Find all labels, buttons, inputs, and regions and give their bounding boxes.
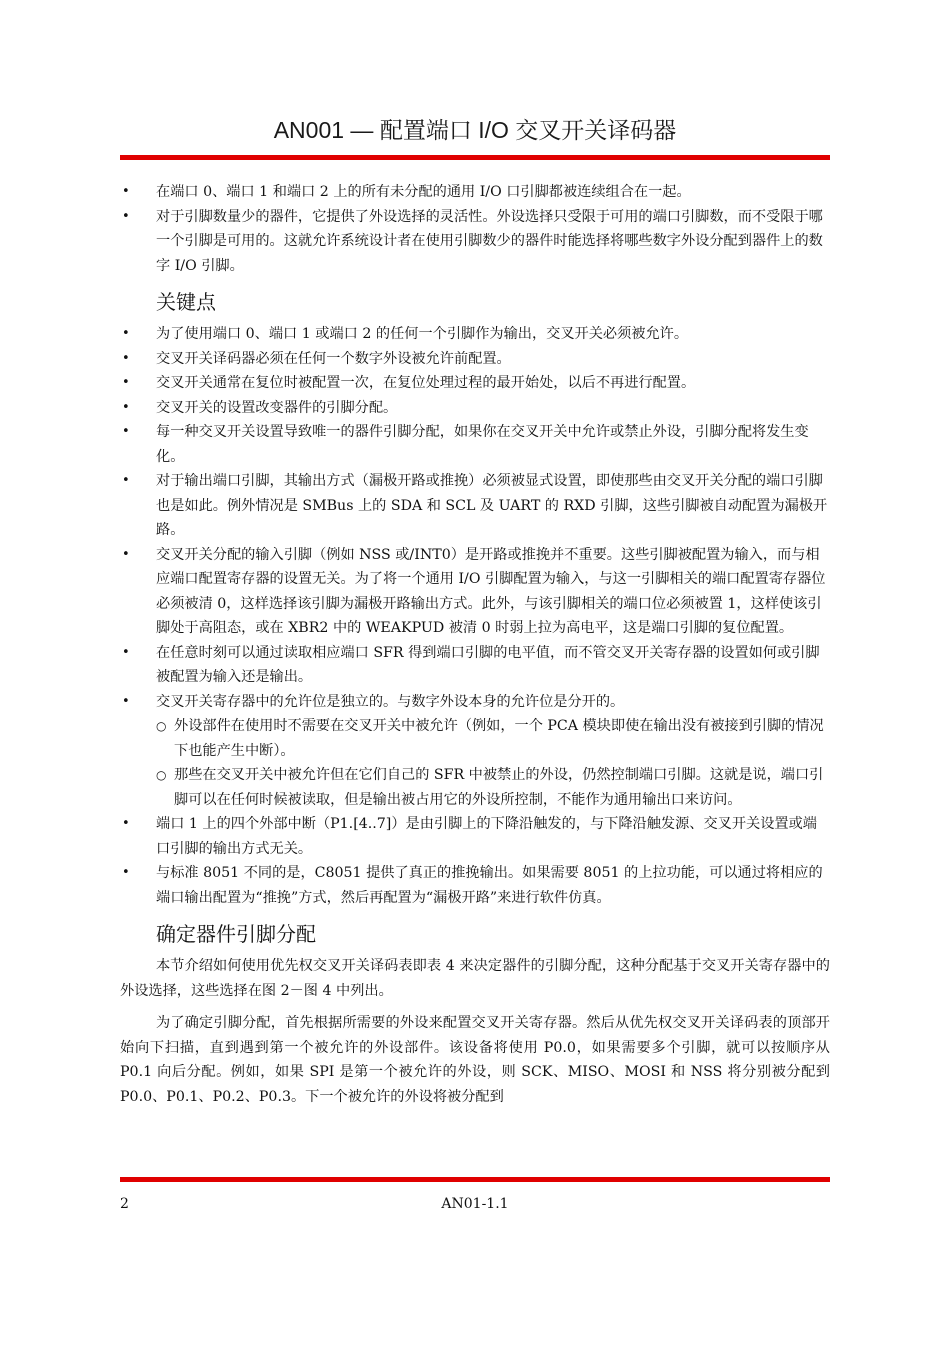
bullet-marker: • bbox=[122, 473, 130, 488]
page-body bbox=[120, 180, 830, 1117]
sub-bullet-text: 那些在交叉开关中被允许但在它们自己的 SFR 中被禁止的外设，仍然控制端口引脚。这就是说，端口引脚可以在任何时候被读取，但是输出被占用它的外设所控制，不能作为通用输出口来访问。 bbox=[174, 767, 824, 808]
list-item bbox=[120, 180, 830, 205]
key-points-sub-list bbox=[120, 714, 830, 812]
bullet-marker: • bbox=[122, 816, 130, 831]
bullet-text: 每一种交叉开关设置导致唯一的器件引脚分配，如果你在交叉开关中允许或禁止外设，引脚分配将发生变化。 bbox=[156, 424, 809, 465]
bullet-marker: • bbox=[122, 184, 130, 199]
bullet-marker: • bbox=[122, 399, 130, 415]
bullet-text: 交叉开关的设置改变器件的引脚分配。 bbox=[156, 399, 398, 416]
bullet-marker: • bbox=[122, 424, 130, 439]
bullet-text: 对于输出端口引脚，其输出方式（漏极开路或推挽）必须被显式设置，即使那些由交叉开关分配的端口引脚也是如此。例外情况是 SMBus 上的 SDA 和 SCL 及 UART 的 RXD 引脚，这些引脚被自动配置为漏极开路。 bbox=[156, 473, 828, 538]
list-item bbox=[120, 205, 830, 279]
bullet-text: 为了使用端口 0、端口 1 或端口 2 的任何一个引脚作为输出，交叉开关必须被允许。 bbox=[156, 326, 689, 342]
list-item bbox=[120, 469, 830, 543]
bullet-marker: • bbox=[122, 644, 130, 660]
list-item bbox=[120, 861, 830, 910]
bullet-text: 对于引脚数量少的器件，它提供了外设选择的灵活性。外设选择只受限于可用的端口引脚数，而不受限于哪一个引脚是可用的。这就允许系统设计者在使用引脚数少的器件时能选择将哪些数字外设分配到器件上的数字 I/O 引脚。 bbox=[156, 208, 823, 274]
sub-bullet-marker: ○ bbox=[156, 768, 167, 782]
sub-bullet-marker: ○ bbox=[156, 719, 167, 733]
page-header-title: AN001 — 配置端口 I/O 交叉开关译码器 bbox=[273, 117, 677, 143]
bullet-marker: • bbox=[122, 326, 130, 341]
paragraph: 本节介绍如何使用优先权交叉开关译码表即表 4 来决定器件的引脚分配，这种分配基于交叉开关寄存器中的外设选择，这些选择在图 2－图 4 中列出。 bbox=[120, 958, 830, 999]
list-item bbox=[120, 322, 830, 347]
list-item bbox=[120, 641, 830, 690]
list-item bbox=[120, 371, 830, 396]
list-item bbox=[120, 690, 830, 715]
bullet-text: 交叉开关分配的输入引脚（例如 NSS 或/INT0）是开路或推挽并不重要。这些引脚被配置为输入，而与相应端口配置寄存器的设置无关。为了将一个通用 I/O 引脚配置为输入，与这一引脚相关的端口配置寄存器位必须被清 0，这样选择该引脚为漏极开路输出方式。此外，与该引脚相关的端口位必须被置 1，这样使该引脚处于高阻态，或在 XBR2 中的 WEAKPUD 被清 0 时弱上拉为高电平，这是端口引脚的复位配置。 bbox=[156, 546, 826, 636]
list-item bbox=[120, 420, 830, 469]
list-item bbox=[120, 543, 830, 641]
bullet-marker: • bbox=[122, 865, 130, 880]
bullet-text: 在任意时刻可以通过读取相应端口 SFR 得到端口引脚的电平值，而不管交叉开关寄存器的设置如何或引脚被配置为输入还是输出。 bbox=[156, 644, 820, 685]
sub-list-item bbox=[120, 763, 830, 812]
list-item bbox=[120, 347, 830, 372]
bullet-marker: • bbox=[122, 546, 130, 562]
footer-red-rule bbox=[120, 1177, 830, 1182]
section-heading-key-points: 关键点 bbox=[156, 290, 216, 314]
section-heading-pin-assignment: 确定器件引脚分配 bbox=[156, 922, 316, 946]
bullet-marker: • bbox=[122, 693, 130, 709]
header-red-rule bbox=[120, 155, 830, 160]
bullet-text: 与标准 8051 不同的是，C8051 提供了真正的推挽输出。如果需要 8051 的上拉功能，可以通过将相应的端口输出配置为“推挽”方式，然后再配置为“漏极开路”来进行软件仿真。 bbox=[156, 865, 823, 906]
footer-doc-code: AN01-1.1 bbox=[441, 1196, 509, 1212]
key-points-tail-list bbox=[120, 812, 830, 910]
bullet-text: 交叉开关通常在复位时被配置一次，在复位处理过程的最开始处，以后不再进行配置。 bbox=[156, 375, 696, 391]
sub-bullet-text: 外设部件在使用时不需要在交叉开关中被允许（例如，一个 PCA 模块即使在输出没有被接到引脚的情况下也能产生中断）。 bbox=[174, 718, 824, 759]
bullet-text: 交叉开关译码器必须在任何一个数字外设被允许前配置。 bbox=[156, 350, 511, 367]
key-points-list bbox=[120, 322, 830, 714]
bullet-marker: • bbox=[122, 208, 130, 224]
footer-page-number: 2 bbox=[120, 1196, 129, 1212]
bullet-text: 在端口 0、端口 1 和端口 2 上的所有未分配的通用 I/O 口引脚都被连续组合在一起。 bbox=[156, 184, 691, 200]
bullet-text: 端口 1 上的四个外部中断（P1.[4..7]）是由引脚上的下降沿触发的，与下降沿触发源、交叉开关设置或端口引脚的输出方式无关。 bbox=[156, 816, 817, 857]
bullet-text: 交叉开关寄存器中的允许位是独立的。与数字外设本身的允许位是分开的。 bbox=[156, 693, 625, 710]
intro-bullet-list bbox=[120, 180, 830, 278]
bullet-marker: • bbox=[122, 375, 130, 390]
paragraph: 为了确定引脚分配，首先根据所需要的外设来配置交叉开关寄存器。然后从优先权交叉开关译码表的顶部开始向下扫描，直到遇到第一个被允许的外设部件。该设备将使用 P0.0，如果需要多个引脚，就可以按顺序从 P0.1 向后分配。例如，如果 SPI 是第一个被允许的外设，则 SCK、MISO、MOSI 和 NSS 将分别被分配到 P0.0、P0.1、P0.2、P0.3。下一个被允许的外设将被分配到 bbox=[120, 1015, 830, 1105]
sub-list-item bbox=[120, 714, 830, 763]
list-item bbox=[120, 396, 830, 421]
list-item bbox=[120, 812, 830, 861]
bullet-marker: • bbox=[122, 350, 130, 366]
